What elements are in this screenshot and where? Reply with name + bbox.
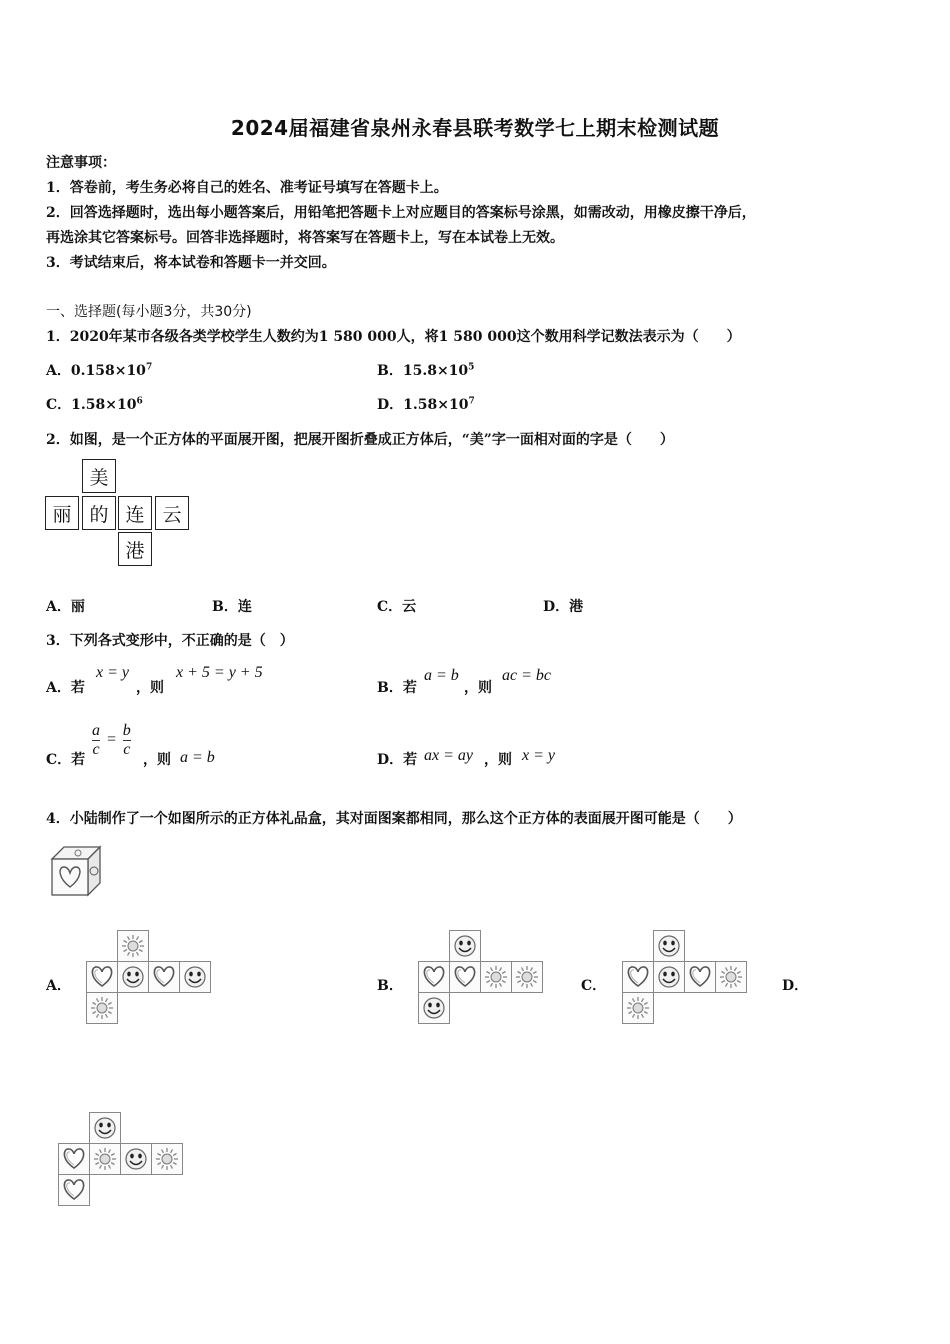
- q4-net-c-heart-face: [623, 962, 654, 993]
- q4-net-b-sun-face: [481, 962, 512, 993]
- q2-option-d: D．港: [543, 599, 584, 615]
- q4-net-a-heart-face: [87, 962, 118, 993]
- q1-c-exp: 6: [136, 396, 143, 407]
- q4-net-a-smile-face: [118, 962, 149, 993]
- q2-option-c: C．云: [377, 599, 417, 615]
- notice-line-1: 1．答卷前，考生务必将自己的姓名、准考证号填写在答题卡上。: [46, 180, 448, 196]
- q3-d-label: D．若: [377, 752, 418, 768]
- q3-d-cond: ax = ay: [424, 747, 473, 764]
- q3-a-then: ，则: [136, 680, 164, 696]
- notice-line-2b: 再选涂其它答案标号。回答非选择题时，将答案写在答题卡上，写在本试卷上无效。: [46, 230, 564, 246]
- net-cell-yun: 云: [155, 496, 189, 530]
- q1-option-b: [377, 360, 474, 380]
- q4-option-d-label: D．: [782, 978, 809, 994]
- q4-net-b-smile-face: [450, 931, 481, 962]
- q3-c-label: C．若: [46, 752, 86, 768]
- net-cell-gang: 港: [118, 532, 152, 566]
- net-cell-mei: 美: [82, 459, 116, 493]
- q3-d-result: x = y: [522, 747, 555, 764]
- q4-net-c-sun-face: [716, 962, 747, 993]
- notice-line-2a: 2．回答选择题时，选出每小题答案后，用铅笔把答题卡上对应题目的答案标号涂黑，如需改动，用橡皮擦干净后，: [46, 205, 756, 221]
- q4-net-b: [418, 930, 546, 1022]
- q3-b-cond: a = b: [424, 667, 459, 684]
- q3-stem: 3．下列各式变形中，不正确的是（ ）: [46, 633, 294, 649]
- q3-b-label: B．若: [377, 680, 417, 696]
- q2-stem: 2．如图，是一个正方体的平面展开图，把展开图折叠成正方体后，“美”字一面相对面的字是（ ）: [46, 432, 674, 448]
- q4-net-b-smile-face: [419, 993, 450, 1024]
- q1-d-label: D．: [377, 397, 404, 413]
- q3-c-frac-1: $\frac{a}{c}$: [92, 722, 100, 758]
- q3-a-label: A．若: [46, 680, 85, 696]
- q4-net-a-sun-face: [87, 993, 118, 1024]
- q4-option-c-label: C．: [581, 978, 607, 994]
- notice-line-3: 3．考试结束后，将本试卷和答题卡一并交回。: [46, 255, 336, 271]
- q1-b-exp: 5: [468, 362, 475, 373]
- q1-option-d: [377, 394, 475, 414]
- net-cell-lian: 连: [118, 496, 152, 530]
- q1-b-label: B．: [377, 363, 403, 379]
- q4-net-d-heart-face: [59, 1175, 90, 1206]
- q4-net-a: [86, 930, 214, 1022]
- q4-net-c: [622, 930, 750, 1022]
- q3-d-then: ，则: [484, 752, 512, 768]
- q1-option-c: [46, 394, 143, 414]
- q1-a-label: A．: [46, 363, 71, 379]
- q4-net-b-sun-face: [512, 962, 543, 993]
- q3-c-then: ，则: [143, 752, 171, 768]
- q4-stem: 4．小陆制作了一个如图所示的正方体礼品盒，其对面图案都相同，那么这个正方体的表面展开图可能是（ ）: [46, 811, 742, 827]
- q4-net-a-smile-face: [180, 962, 211, 993]
- q4-net-c-smile-face: [654, 931, 685, 962]
- q4-net-a-sun-face: [118, 931, 149, 962]
- q4-net-c-sun-face: [623, 993, 654, 1024]
- q4-option-b-label: B．: [377, 978, 403, 994]
- q4-net-c-heart-face: [685, 962, 716, 993]
- q3-c-frac-2: $\frac{b}{c}$: [122, 722, 131, 758]
- q4-net-b-heart-face: [419, 962, 450, 993]
- q4-option-a-label: A．: [46, 978, 71, 994]
- q4-net-b-heart-face: [450, 962, 481, 993]
- q4-net-d: [58, 1112, 186, 1204]
- q1-d-exp: 7: [468, 396, 475, 407]
- q3-b-then: ，则: [464, 680, 492, 696]
- q2-option-b: B．连: [212, 599, 252, 615]
- q1-a-exp: 7: [145, 362, 153, 373]
- q1-c-label: C．: [46, 397, 72, 413]
- q4-net-d-sun-face: [90, 1144, 121, 1175]
- q1-option-a: [46, 360, 152, 380]
- q3-c-eq: =: [106, 731, 117, 749]
- net-cell-li: 丽: [45, 496, 79, 530]
- q3-a-result: x + 5 = y + 5: [176, 664, 263, 681]
- gift-box-cube-icon: [50, 845, 110, 900]
- q4-net-a-heart-face: [149, 962, 180, 993]
- q3-b-result: ac = bc: [502, 667, 551, 684]
- q4-net-d-smile-face: [121, 1144, 152, 1175]
- net-cell-de: 的: [82, 496, 116, 530]
- q1-c-base: 1.58×10: [71, 397, 137, 413]
- q4-net-d-smile-face: [90, 1113, 121, 1144]
- q4-net-d-heart-face: [59, 1144, 90, 1175]
- q1-stem: 1．2020年某市各级各类学校学生人数约为1 580 000人，将1 580 000这个数用科学记数法表示为（ ）: [46, 329, 741, 345]
- page-title: 2024届福建省泉州永春县联考数学七上期末检测试题: [230, 116, 720, 140]
- notice-heading: 注意事项：: [46, 155, 116, 171]
- q2-option-a: A．丽: [46, 599, 85, 615]
- q3-c-result: a = b: [180, 749, 215, 766]
- q3-a-cond: x = y: [96, 664, 129, 681]
- q1-a-base: 0.158×10: [70, 363, 146, 379]
- q1-d-base: 1.58×10: [403, 397, 469, 413]
- q3-c-fraction-eq: [92, 722, 131, 759]
- section-heading: 一、选择题(每小题3分，共30分): [46, 304, 252, 320]
- q4-net-d-sun-face: [152, 1144, 183, 1175]
- q1-b-base: 15.8×10: [402, 363, 469, 379]
- q4-net-c-smile-face: [654, 962, 685, 993]
